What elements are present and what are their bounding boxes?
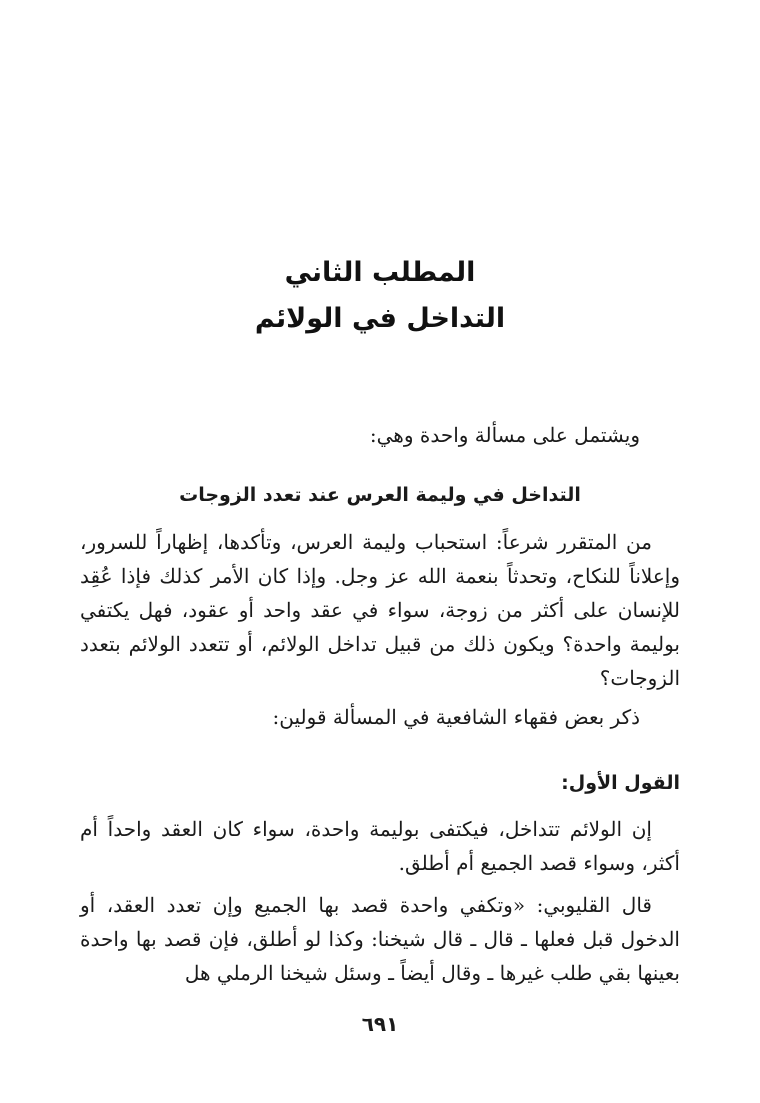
- issue-heading: التداخل في وليمة العرس عند تعدد الزوجات: [179, 484, 581, 506]
- first-opinion-heading: القول الأول:: [561, 772, 680, 794]
- paragraph-1-text: من المتقرر شرعاً: استحباب وليمة العرس، وتأكدها، إظهاراً للسرور، وإعلاناً للنكاح، وتحدثاً بنعمة الله عز وجل. وإذا كان الأمر كذلك فإذا عُقِد للإنسان على أكثر من زوجة، سواء في عقد واحد أو عقود، فهل يكتفي بوليمة واحدة؟ ويكون ذلك من قبيل تداخل الولائم، أو تتعدد الولائم بتعدد الزوجات؟: [80, 530, 680, 690]
- paragraph-4: [80, 888, 680, 990]
- intro-text: ويشتمل على مسألة واحدة وهي:: [369, 423, 640, 447]
- section-title: المطلب الثاني: [284, 257, 476, 288]
- paragraph-3: [80, 812, 680, 880]
- paragraph-2: ذكر بعض فقهاء الشافعية في المسألة قولين:: [272, 705, 640, 729]
- paragraph-4-text: قال القليوبي: «وتكفي واحدة قصد بها الجميع وإن تعدد العقد، أو الدخول قبل فعلها ـ قال ـ قال شيخنا: وكذا لو أطلق، فإن قصد بها واحدة بعينها بقي طلب غيرها ـ وقال أيضاً ـ وسئل شيخنا الرملي هل: [80, 893, 680, 985]
- paragraph-3-text: إن الولائم تتداخل، فيكتفى بوليمة واحدة، سواء كان العقد واحداً أم أكثر، وسواء قصد الجميع أم أطلق.: [80, 817, 680, 875]
- chapter-titles: [0, 250, 760, 342]
- paragraph-1: [80, 525, 680, 695]
- page-number: ٦٩١: [361, 1012, 399, 1036]
- section-subtitle: التداخل في الولائم: [254, 303, 506, 334]
